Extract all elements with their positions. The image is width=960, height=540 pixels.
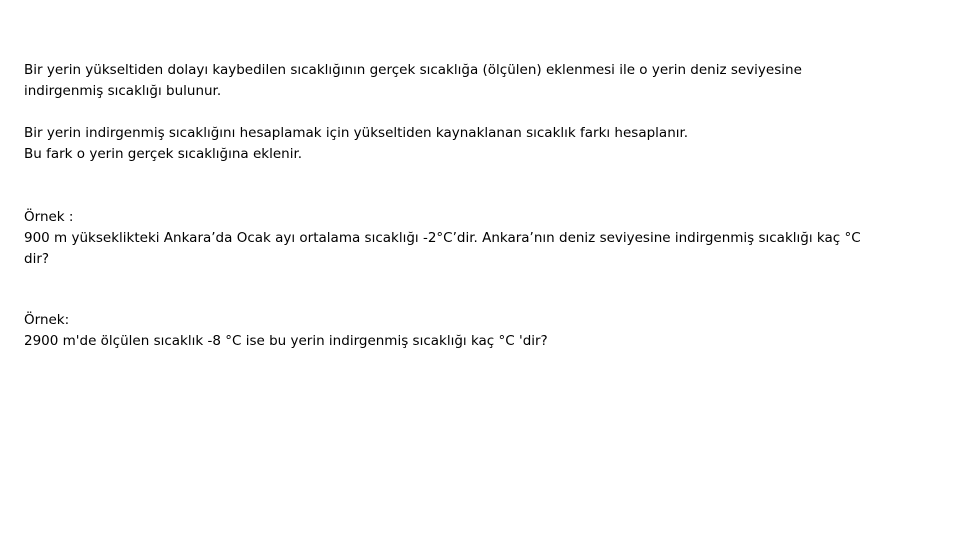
paragraph-line: indirgenmiş sıcaklığı bulunur. xyxy=(24,83,222,99)
example-label: Örnek: xyxy=(24,312,70,328)
slide-text-body xyxy=(24,60,924,352)
spacer xyxy=(24,165,924,207)
paragraph-reduced-temperature-definition xyxy=(24,60,924,102)
paragraph-line: Bir yerin indirgenmiş sıcaklığını hesaplamak için yükseltiden kaynaklanan sıcaklık farkı hesaplanır. xyxy=(24,125,689,141)
spacer xyxy=(24,270,924,310)
example-question-line: dir? xyxy=(24,251,50,267)
paragraph-line: Bu fark o yerin gerçek sıcaklığına eklenir. xyxy=(24,146,303,162)
example-ankara xyxy=(24,207,924,270)
paragraph-calculation-method xyxy=(24,123,924,165)
example-question-line: 900 m yükseklikteki Ankara’da Ocak ayı ortalama sıcaklığı -2°C’dir. Ankara’nın deniz seviyesine indirgenmiş sıcaklığı kaç °C xyxy=(24,230,861,246)
spacer xyxy=(24,102,924,123)
example-2900m xyxy=(24,310,924,352)
example-question-line: 2900 m'de ölçülen sıcaklık -8 °C ise bu yerin indirgenmiş sıcaklığı kaç °C 'dir? xyxy=(24,333,548,349)
paragraph-line: Bir yerin yükseltiden dolayı kaybedilen sıcaklığının gerçek sıcaklığa (ölçülen) eklenmesi ile o yerin deniz seviyesine xyxy=(24,62,802,78)
example-label: Örnek : xyxy=(24,209,74,225)
